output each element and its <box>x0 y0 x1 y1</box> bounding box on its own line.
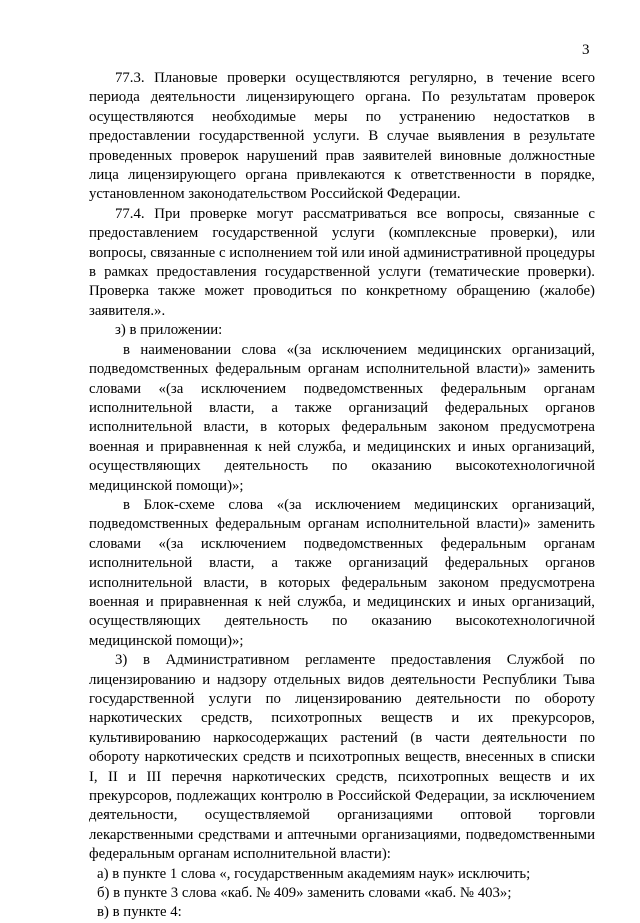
paragraph-77-3: 77.3. Плановые проверки осуществляются регулярно, в течение всего периода деятельности лицензирующего органа. По результатам проверок осуществляются необходимые меры по устранению недостатков в предоставлении государственной услуги. В случае выявления в результате проведенных проверок нарушений прав заявителей виновные должностные лица лицензирующего органа привлекаются к ответственности в порядке, установленном законодательством Российской Федерации. <box>89 70 595 203</box>
paragraph-flowchart-change: в Блок-схеме слова «(за исключением медицинских организаций, подведомственных федеральным органам исполнительной власти)» заменить словами «(за исключением подведомственных федеральным органам исполнительной власти, а также организаций федеральных органов исполнительной власти, в которых федеральным законом предусмотрена военная и приравненная к ней служба, и медицинских и иных организаций, осуществляющих деятельность по оказанию высокотехнологичной медицинской помощи)»; <box>89 496 595 649</box>
paragraph-v-item-4: в) в пункте 4: <box>97 904 182 921</box>
paragraph-z-attachment: з) в приложении: <box>115 322 223 339</box>
paragraph-title-change: в наименовании слова «(за исключением медицинских организаций, подведомственных федеральным органам исполнительной власти)» заменить словами «(за исключением подведомственных федеральным органам исполнительной власти, а также организаций федеральных органов исполнительной власти, в которых федеральным законом предусмотрена военная и приравненная к ней служба, и медицинских и иных организаций, осуществляющих деятельность по оказанию высокотехнологичной медицинской помощи)»; <box>89 341 595 494</box>
paragraph-77-4: 77.4. При проверке могут рассматриваться все вопросы, связанные с предоставлением государственной услуги (комплексные проверки), или вопросы, связанные с исполнением той или иной административной процедуры в рамках предоставления государственной услуги (тематические проверки). Проверка также может проводиться по конкретному обращению (жалобе) заявителя.». <box>89 205 595 319</box>
paragraph-a-item-1: а) в пункте 1 слова «, государственным академиям наук» исключить; <box>97 865 531 882</box>
paragraph-3-regulation: 3) в Административном регламенте предоставления Службой по лицензированию и надзору отдельных видов деятельности Республики Тыва государственной услуги по лицензированию деятельности по обороту наркотических средств, психотропных веществ и их прекурсоров, культивированию наркосодержащих растений (в части деятельности по обороту наркотических средств и психотропных веществ, внесенных в списки I, II и III перечня наркотических средств, психотропных веществ и их прекурсоров, подлежащих контролю в Российской Федерации, за исключением деятельности, осуществляемой организациями оптовой торговли лекарственными средствами и аптечными организациями, подведомственными федеральным органам исполнительной власти): <box>89 652 595 863</box>
paragraph-b-item-3: б) в пункте 3 слова «каб. № 409» заменить словами «каб. № 403»; <box>97 885 512 902</box>
page-number: 3 <box>582 42 590 58</box>
document-body <box>89 69 595 923</box>
